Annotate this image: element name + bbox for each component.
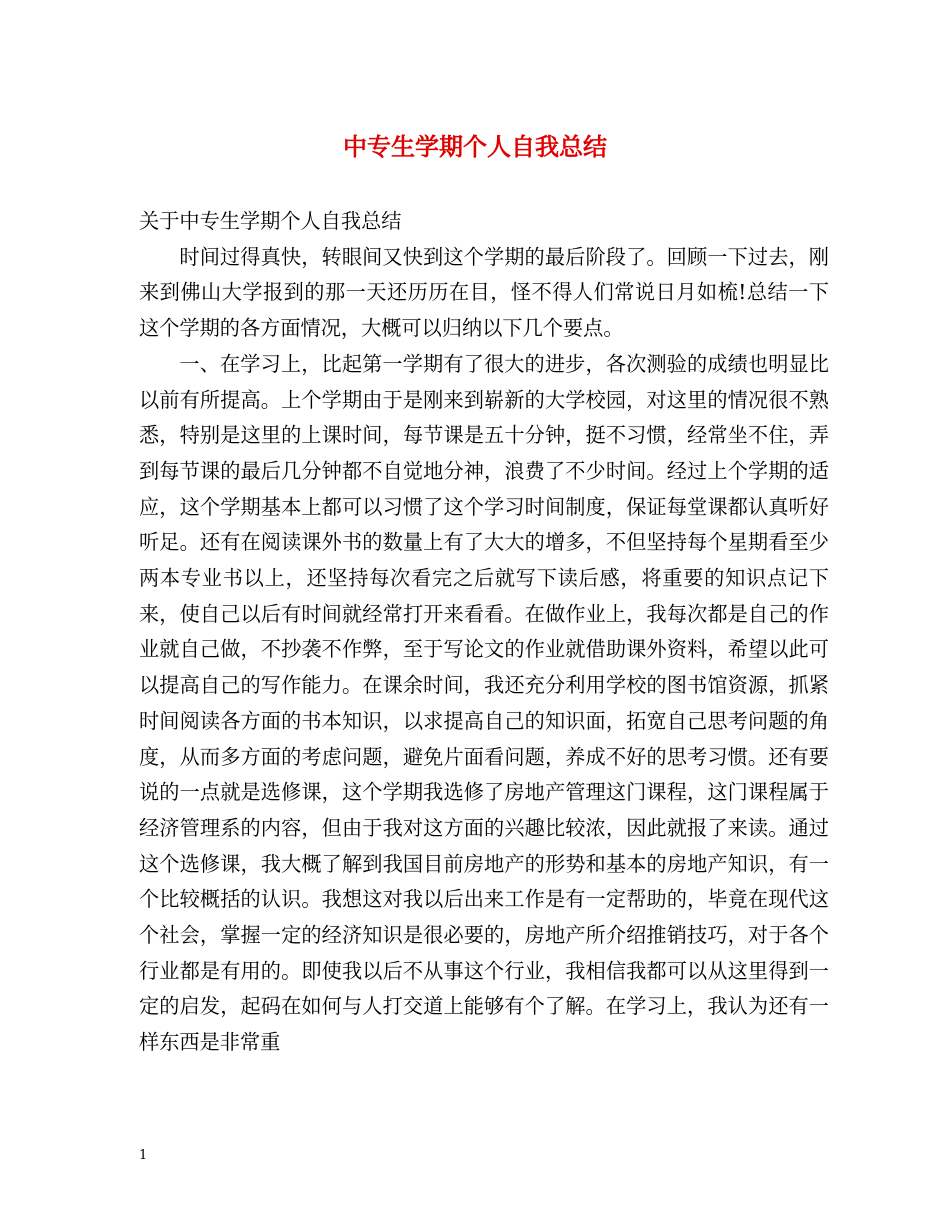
document-body: [139, 204, 829, 1061]
document-title: 中专生学期个人自我总结: [343, 132, 607, 161]
paragraph-study: 一、在学习上，比起第一学期有了很大的进步，各次测验的成绩也明显比以前有所提高。上个学期由于是刚来到崭新的大学校园，对这里的情况很不熟悉，特别是这里的上课时间，每节课是五十分钟，挺不习惯，经常坐不住，弄到每节课的最后几分钟都不自觉地分神，浪费了不少时间。经过上个学期的适应，这个学期基本上都可以习惯了这个学习时间制度，保证每堂课都认真听好听足。还有在阅读课外书的数量上有了大大的增多，不但坚持每个星期看至少两本专业书以上，还坚持每次看完之后就写下读后感，将重要的知识点记下来，使自己以后有时间就经常打开来看看。在做作业上，我每次都是自己的作业就自己做，不抄袭不作弊，至于写论文的作业就借助课外资料，希望以此可以提高自己的写作能力。在课余时间，我还充分利用学校的图书馆资源，抓紧时间阅读各方面的书本知识，以求提高自己的知识面，拓宽自己思考问题的角度，从而多方面的考虑问题，避免片面看问题，养成不好的思考习惯。还有要说的一点就是选修课，这个学期我选修了房地产管理这门课程，这门课程属于经济管理系的内容，但由于我对这方面的兴趣比较浓，因此就报了来读。通过这个选修课，我大概了解到我国目前房地产的形势和基本的房地产知识，有一个比较概括的认识。我想这对我以后出来工作是有一定帮助的，毕竟在现代这个社会，掌握一定的经济知识是很必要的，房地产所介绍推销技巧，对于各个行业都是有用的。即使我以后不从事这个行业，我相信我都可以从这里得到一定的启发，起码在如何与人打交道上能够有个了解。在学习上，我认为还有一样东西是非常重: [139, 351, 829, 1055]
page-number: 1: [139, 1148, 148, 1163]
paragraph-intro: 时间过得真快，转眼间又快到这个学期的最后阶段了。回顾一下过去，刚来到佛山大学报到的那一天还历历在目，怪不得人们常说日月如梳!总结一下这个学期的各方面情况，大概可以归纳以下几个要点。: [139, 244, 829, 341]
document-subtitle: 关于中专生学期个人自我总结: [139, 209, 402, 233]
